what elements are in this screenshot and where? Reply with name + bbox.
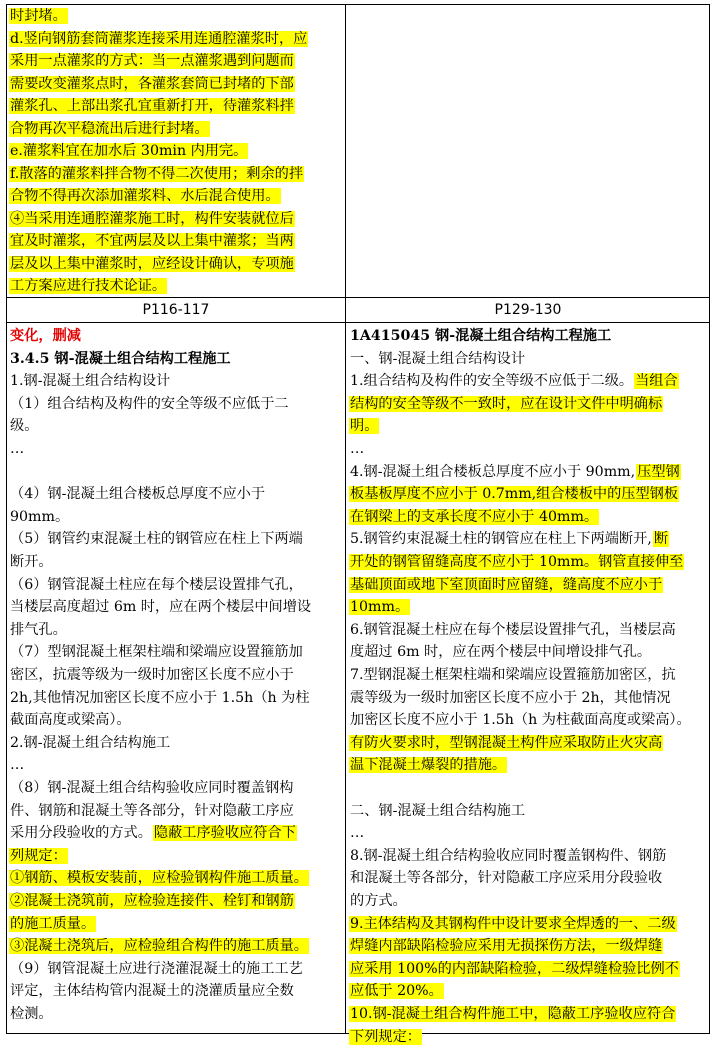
line-text: 排气孔。 xyxy=(10,621,67,638)
text-line xyxy=(349,687,672,709)
line-text: 需要改变灌浆点时，各灌浆套筒已封堵的下部 xyxy=(10,75,294,92)
line-text: … xyxy=(350,441,365,457)
line-text: 3.4.5 钢-混凝土组合结构工程施工 xyxy=(10,350,231,367)
line-text: f.散落的灌浆料拌合物不得二次使用；剩余的拌 xyxy=(10,165,304,182)
line-text: （1）组合结构及构件的安全等级不应低于二 xyxy=(10,395,289,412)
text-line xyxy=(9,528,304,550)
text-line xyxy=(9,370,171,392)
line-text: （9）钢管混凝土应进行浇灌混凝土的施工工艺 xyxy=(10,960,303,977)
text-line xyxy=(9,890,295,912)
line-text: 变化，删减 xyxy=(10,328,81,344)
line-text: 断开。 xyxy=(10,554,53,570)
text-line xyxy=(349,1026,422,1048)
line-text: 结构的安全等级不一致时，应在设计文件中明确标 xyxy=(350,395,663,412)
line-text: （7）型钢混凝土框架柱端和梁端应设置箍筋加 xyxy=(10,644,303,661)
line-text: 的方式。 xyxy=(350,893,407,909)
line-text: 的施工质量。 xyxy=(10,915,96,932)
text-line xyxy=(9,913,96,935)
top-right-cell xyxy=(349,5,707,297)
row-divider-top xyxy=(7,297,709,298)
line-text: 明。 xyxy=(350,418,379,435)
text-line xyxy=(9,230,295,252)
text-line xyxy=(349,890,408,912)
text-line xyxy=(9,551,54,573)
line-text: … xyxy=(10,441,25,457)
line-text: 焊缝内部缺陷检验应采用无损探伤方法，一级焊缝 xyxy=(350,938,663,955)
text-line xyxy=(349,822,365,844)
highlighted-text: 隐蔽工序验收应符合下 xyxy=(153,825,296,842)
text-line xyxy=(349,483,679,505)
text-line xyxy=(9,958,304,980)
text-line xyxy=(9,980,295,1002)
text-line xyxy=(349,709,692,731)
line-text xyxy=(9,464,11,480)
text-line xyxy=(349,348,526,370)
line-text: 检测。 xyxy=(10,1006,53,1022)
text-line xyxy=(349,596,410,618)
line-text: 4.钢-混凝土组合楼板总厚度不应小于 90mm, xyxy=(350,463,636,480)
line-text: 5.钢管约束混凝土柱的钢管应在柱上下两端断开, xyxy=(350,531,652,548)
highlighted-text: 当组合 xyxy=(635,373,678,390)
text-line xyxy=(9,50,295,72)
line-text: ②混凝土浇筑前，应检验连接件、栓钉和钢筋 xyxy=(10,893,294,909)
line-text: 震等级为一级时加密区长度不应小于 2h，其他情况 xyxy=(350,689,671,706)
right-page-ref: P129-130 xyxy=(494,302,562,318)
text-line xyxy=(9,754,25,776)
line-text: 灌浆孔、上部出浆孔宜重新打开，待灌浆料拌 xyxy=(10,98,294,114)
line-text: 6.钢管混凝土柱应在每个楼层设置排气孔，当楼层高 xyxy=(350,621,676,638)
text-line xyxy=(9,935,309,957)
line-text: （6）钢管混凝土柱应在每个楼层设置排气孔， xyxy=(10,576,303,593)
line-text: 合物再次平稳流出后进行封堵。 xyxy=(10,120,209,137)
line-text: 2h,其他情况加密区长度不应小于 1.5h（h 为柱 xyxy=(10,689,310,706)
text-line xyxy=(9,461,11,483)
line-text: 二、钢-混凝土组合结构施工 xyxy=(350,802,526,819)
line-text: 合物不得再次添加灌浆料、水后混合使用。 xyxy=(10,188,280,204)
highlighted-text: 断 xyxy=(653,531,669,548)
bottom-left-cell xyxy=(9,323,343,1033)
text-line xyxy=(349,506,599,528)
text-line xyxy=(9,1003,54,1025)
text-line xyxy=(9,140,248,162)
text-line xyxy=(349,754,507,776)
line-text: 截面高度或梁高）。 xyxy=(10,712,131,729)
text-line xyxy=(9,415,39,437)
text-line xyxy=(9,5,68,27)
bottom-right-cell xyxy=(349,323,707,1045)
line-text: ①钢筋、模板安装前，应检验钢构件施工质量。 xyxy=(10,870,308,887)
text-line xyxy=(9,709,132,731)
line-text: … xyxy=(10,757,25,774)
line-text: 1.组合结构及构件的安全等级不应低于二级。 xyxy=(350,373,634,390)
text-line xyxy=(9,732,171,754)
text-line xyxy=(349,551,684,573)
line-text: 和混凝土等各部分，针对隐蔽工序应采用分段验收 xyxy=(350,870,663,887)
line-text: 1A415045 钢-混凝土组合结构工程施工 xyxy=(350,328,612,344)
line-text: ③混凝土浇筑后，应检验组合构件的施工质量。 xyxy=(10,938,308,955)
line-text: 一、钢-混凝土组合结构设计 xyxy=(350,350,526,367)
line-text: 列规定： xyxy=(10,847,67,864)
text-line xyxy=(9,574,304,596)
text-line xyxy=(349,867,663,889)
text-line xyxy=(349,641,652,663)
text-line xyxy=(349,777,351,799)
line-text: 应低于 20%。 xyxy=(350,983,443,1000)
line-text: （4）钢-混凝土组合楼板总厚度不应小于 xyxy=(10,486,266,503)
line-text: 90mm。 xyxy=(10,508,70,525)
line-text: 件、钢筋和混凝土等各部分，针对隐蔽工序应 xyxy=(10,802,294,819)
text-line xyxy=(349,845,667,867)
line-text: 温下混凝土爆裂的措施。 xyxy=(350,757,507,774)
line-text: 开处的钢管留缝高度不应小于 10mm。钢管直接伸至 xyxy=(350,554,684,570)
line-text: 采用分段验收的方式。 xyxy=(10,825,152,842)
line-text: 10mm。 xyxy=(350,599,410,616)
line-text: 1.钢-混凝土组合结构设计 xyxy=(10,373,171,390)
text-line xyxy=(349,1003,676,1025)
line-text: 7.型钢混凝土框架柱端和梁端应设置箍筋加密区，抗 xyxy=(350,667,676,683)
column-divider xyxy=(345,5,346,1033)
text-line xyxy=(349,980,444,1002)
text-line xyxy=(9,867,309,889)
text-line xyxy=(9,95,295,117)
line-text: （5）钢管约束混凝土柱的钢管应在柱上下两端 xyxy=(10,531,303,548)
text-line xyxy=(9,275,167,297)
text-line xyxy=(9,619,68,641)
line-text: d.竖向钢筋套筒灌浆连接采用连通腔灌浆时，应 xyxy=(10,30,308,47)
line-text: 8.钢-混凝土组合结构验收应同时覆盖钢构件、钢筋 xyxy=(350,847,667,864)
text-line xyxy=(349,438,365,460)
line-text: 加密区长度不应小于 1.5h（h 为柱截面高度或梁高）。 xyxy=(350,712,691,729)
text-line xyxy=(349,325,612,347)
line-text: 基础顶面或地下室顶面时应留缝，缝高度不应小于 xyxy=(350,576,663,593)
line-text: e.灌浆料宜在加水后 30min 内用完。 xyxy=(10,143,248,159)
line-text: 工方案应进行技术论证。 xyxy=(10,278,167,294)
line-text xyxy=(349,780,351,796)
text-line xyxy=(349,664,677,686)
text-line xyxy=(349,913,677,935)
text-line xyxy=(9,348,232,370)
text-line xyxy=(9,73,295,95)
text-line xyxy=(9,687,311,709)
text-line xyxy=(349,528,669,550)
left-page-ref: P116-117 xyxy=(142,302,210,318)
text-line xyxy=(349,415,379,437)
line-text: （8）钢-混凝土组合结构验收应同时覆盖钢构 xyxy=(10,780,294,796)
line-text: 有防火要求时，型钢混凝土构件应采取防止火灾高 xyxy=(350,734,663,751)
text-line xyxy=(349,958,680,980)
comparison-table xyxy=(6,4,710,1045)
text-line xyxy=(9,118,210,140)
line-text: 层及以上集中灌浆时，应经设计确认，专项施 xyxy=(10,255,294,272)
text-line xyxy=(349,935,663,957)
line-text: 下列规定： xyxy=(350,1028,421,1045)
line-text: 宜及时灌浆，不宜两层及以上集中灌浆；当两 xyxy=(10,233,294,249)
text-line xyxy=(9,641,304,663)
text-line xyxy=(9,845,68,867)
text-line xyxy=(9,438,25,460)
line-text: 级。 xyxy=(10,418,39,435)
line-text: 当楼层高度超过 6m 时，应在两个楼层中间增设 xyxy=(10,599,312,616)
text-line xyxy=(9,777,294,799)
line-text: 密区，抗震等级为一级时加密区长度不应小于 xyxy=(10,667,294,683)
text-line xyxy=(9,163,304,185)
highlighted-text: 压型钢 xyxy=(637,463,680,480)
text-line xyxy=(9,596,312,618)
text-line xyxy=(9,208,295,230)
text-line xyxy=(9,393,290,415)
text-line xyxy=(9,664,295,686)
text-line xyxy=(349,732,663,754)
text-line xyxy=(349,800,526,822)
text-line xyxy=(9,483,266,505)
line-text: 评定，主体结构管内混凝土的浇灌质量应全数 xyxy=(10,983,294,1000)
text-line xyxy=(9,185,281,207)
line-text: 10.钢-混凝土组合构件施工中，隐蔽工序验收应符合 xyxy=(350,1006,676,1022)
text-line xyxy=(9,253,295,275)
text-line xyxy=(349,574,663,596)
text-line xyxy=(9,822,297,844)
line-text: 采用一点灌浆的方式：当一点灌浆遇到问题而 xyxy=(10,53,294,69)
top-left-cell xyxy=(9,5,343,297)
line-text: 板基板厚度不应小于 0.7mm,组合楼板中的压型钢板 xyxy=(350,486,679,503)
line-text: 时封堵。 xyxy=(10,8,67,24)
line-text: ④当采用连通腔灌浆施工时，构件安装就位后 xyxy=(10,210,294,227)
line-text: 在钢梁上的支承长度不应小于 40mm。 xyxy=(350,508,599,525)
text-line xyxy=(9,800,295,822)
text-line xyxy=(9,506,70,528)
line-text: 2.钢-混凝土组合结构施工 xyxy=(10,734,171,751)
text-line xyxy=(9,28,308,50)
line-text: 应采用 100%的内部缺陷检验，二级焊缝检验比例不 xyxy=(350,960,679,977)
text-line xyxy=(349,370,679,392)
line-text: … xyxy=(350,825,365,842)
text-line xyxy=(349,393,663,415)
text-line xyxy=(9,325,82,347)
text-line xyxy=(349,619,677,641)
line-text: 度超过 6m 时，应在两个楼层中间增设排气孔。 xyxy=(350,644,652,661)
line-text: 9.主体结构及其钢构件中设计要求全焊透的一、二级 xyxy=(350,915,676,932)
text-line xyxy=(349,461,681,483)
